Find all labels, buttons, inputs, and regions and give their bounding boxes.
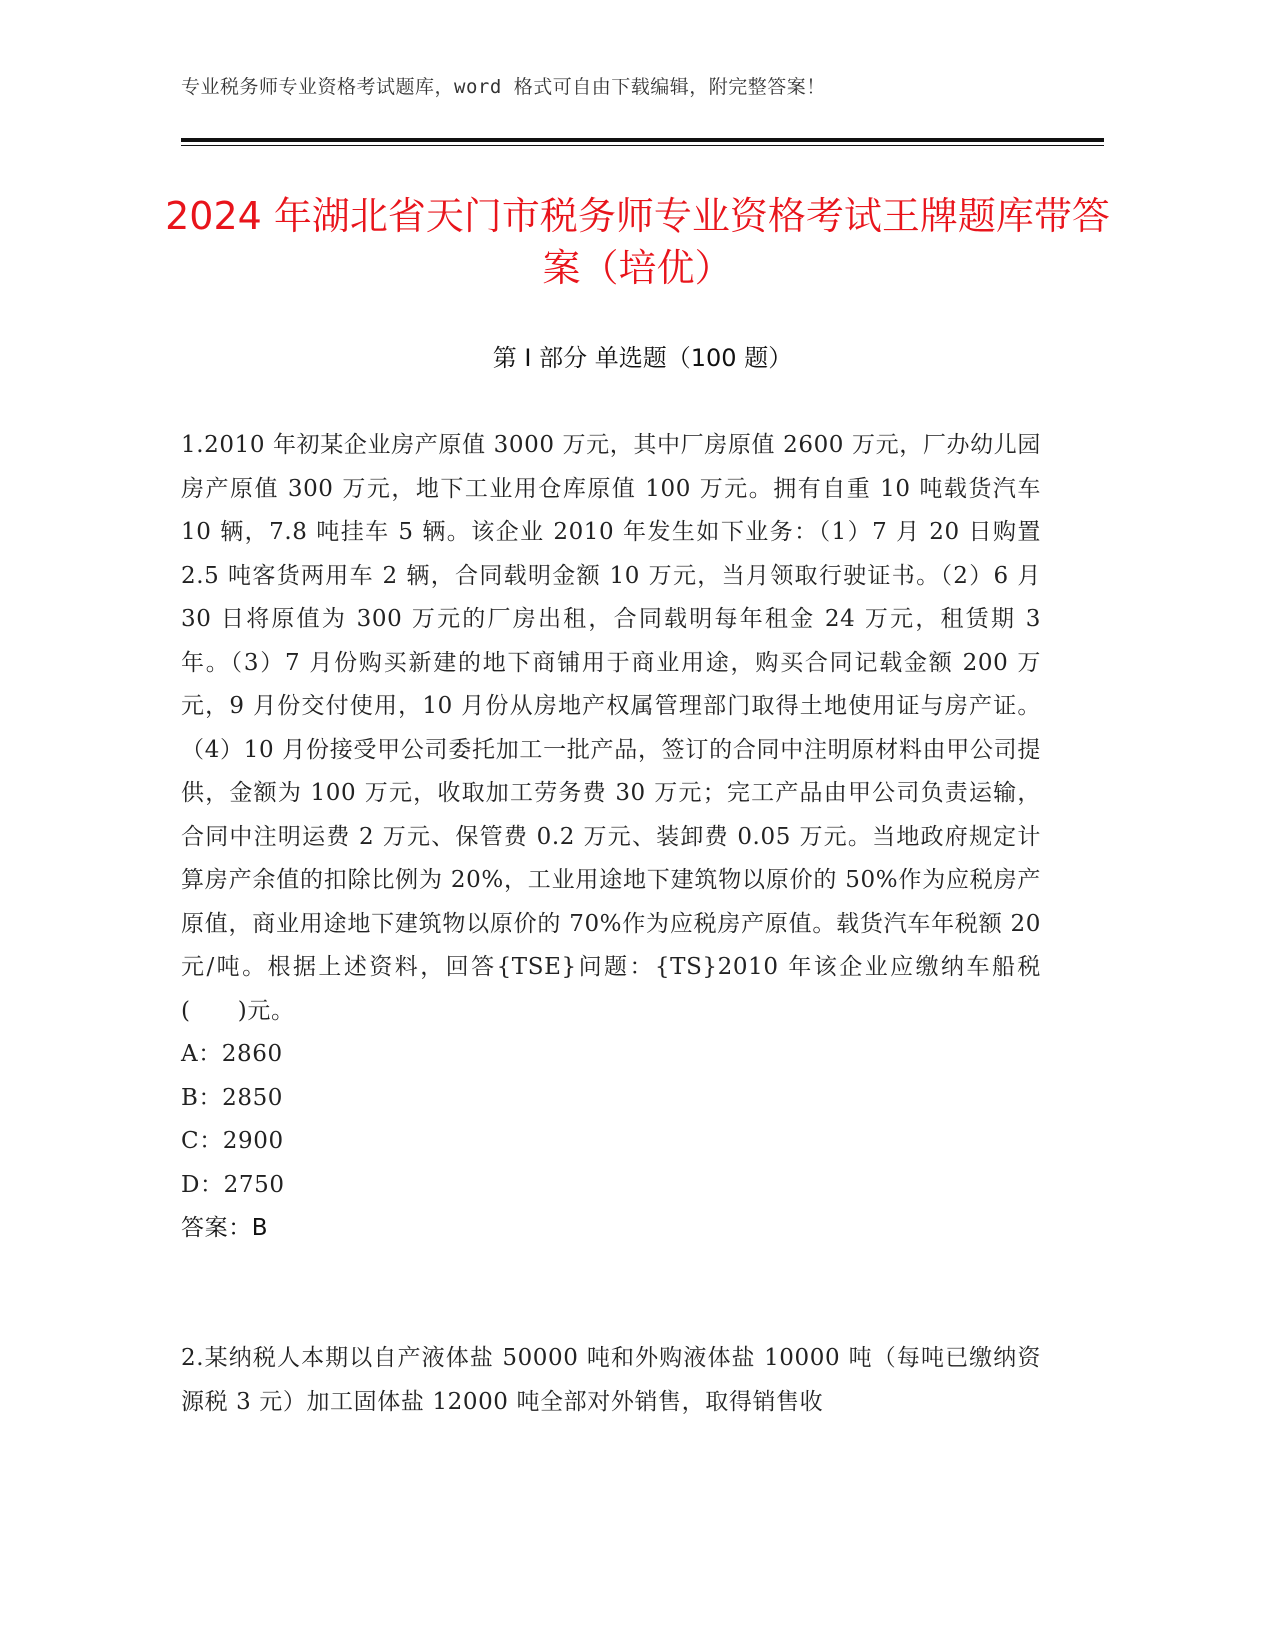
question-number: 2. [181,1345,205,1371]
question-number: 1. [181,432,205,458]
option-a: A：2860 [181,1041,283,1067]
question-stem [181,1337,1041,1424]
question-text: 某纳税人本期以自产液体盐 50000 吨和外购液体盐 10000 吨（每吨已缴纳资源税 3 元）加工固体盐 12000 吨全部对外销售，取得销售收 [181,1345,1041,1415]
option-d: D：2750 [181,1171,285,1198]
header-note: 专业税务师专业资格考试题库，word 格式可自由下载编辑，附完整答案！ [181,76,826,98]
header-divider-thick [181,138,1104,142]
question-1 [181,424,1041,1251]
question-text: 2010 年初某企业房产原值 3000 万元，其中厂房原值 2600 万元，厂办幼儿园房产原值 300 万元，地下工业用仓库原值 100 万元。拥有自重 10 吨载货汽车 10 辆，7.8 吨挂车 5 辆。该企业 2010 年发生如下业务：（1）7 月 20 日购置 2.5 吨客货两用车 2 辆，合同载明金额 10 万元，当月领取行驶证书。（2）6 月 30 日将原值为 300 万元的厂房出租，合同载明每年租金 24 万元，租赁期 3 年。（3）7 月份购买新建的地下商铺用于商业用途，购买合同记载金额 200 万元，9 月份交付使用，10 月份从房地产权属管理部门取得土地使用证与房产证。（4）10 月份接受甲公司委托加工一批产品，签订的合同中注明原材料由甲公司提供，金额为 100 万元，收取加工劳务费 30 万元；完工产品由甲公司负责运输，合同中注明运费 2 万元、保管费 0.2 万元、装卸费 0.05 万元。当地政府规定计算房产余值的扣除比例为 20%，工业用途地下建筑物以原价的 50%作为应税房产原值，商业用途地下建筑物以原价的 70%作为应税房产原值。载货汽车年税额 20 元/吨。根据上述资料，回答{TSE}问题：{TS}2010 年该企业应缴纳车船税( )元。 [181,432,1041,1024]
option-c: C：2900 [181,1128,284,1154]
section-title: 第 I 部分 单选题（100 题） [492,344,793,372]
header-divider-thin [181,145,1104,146]
question-2 [181,1337,1041,1424]
answer-label: 答案：B [181,1215,269,1241]
question-stem [181,424,1041,1033]
option-b: B：2850 [181,1084,284,1111]
document-title: 2024 年湖北省天门市税务师专业资格考试王牌题库带答案（培优） [165,194,1110,290]
